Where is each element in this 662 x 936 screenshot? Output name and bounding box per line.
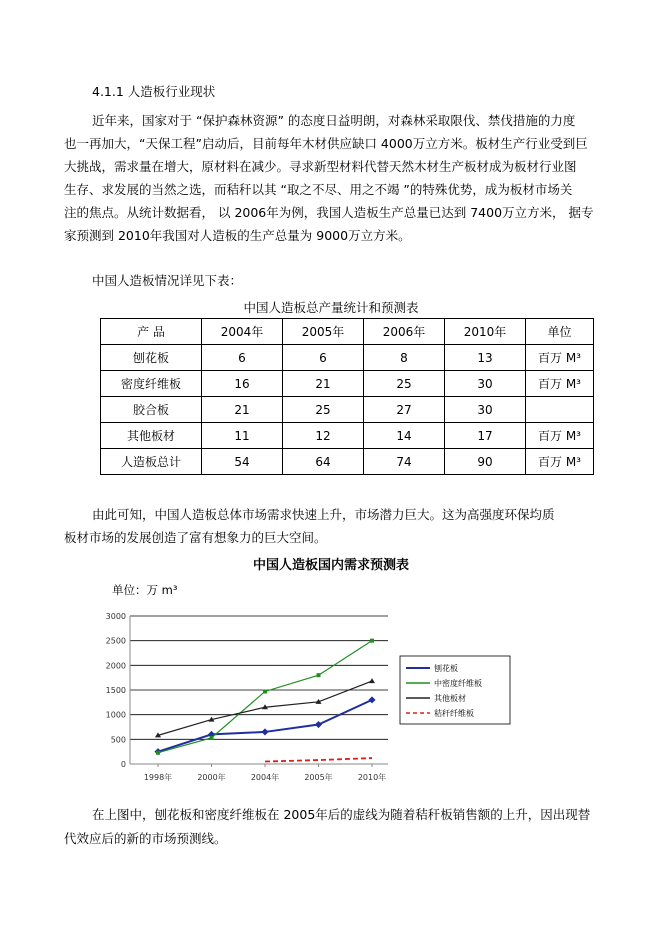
data-point [317,673,321,677]
header-cell: 2005年 [283,319,364,345]
y-tick-label: 0 [120,760,126,769]
legend-label: 中密度纤维板 [434,679,482,688]
y-tick-label: 2000 [105,661,126,671]
series-line [158,641,372,753]
paragraph-market-potential-cont: 板材市场的发展创造了富有想象力的巨大空间。 [64,530,327,545]
table-cell: 25 [364,371,445,397]
header-cell: 2006年 [364,319,445,345]
y-tick-label: 1500 [105,686,126,695]
chart-title: 中国人造板国内需求预测表 [252,558,409,573]
table-cell: 74 [364,449,445,475]
x-tick-label: 2010年 [357,773,387,782]
paragraph-market-potential: 由此可知，中国人造板总体市场需求快速上升，市场潜力巨大。这为高强度环保均质 [92,507,555,522]
y-axis-label: 单位：万 m³ [112,583,178,597]
table-cell: 其他板材 [101,423,202,449]
legend-label: 秸秆纤维板 [434,709,474,718]
paragraph-line: 大挑战，需求量在增大，原材料在减少。寻求新型材料代替天然木材生产板材成为板材行业图 [64,159,577,174]
table-cell: 90 [445,449,526,475]
table-cell: 胶合板 [101,397,202,423]
table-cell: 8 [364,345,445,371]
paragraph-chart-note-cont: 代效应后的新的市场预测线。 [64,831,227,846]
series-line [265,758,372,761]
data-point [156,751,160,755]
data-point [263,689,267,693]
header-cell: 单位 [526,319,594,345]
table-header-row [101,319,594,345]
table-cell: 密度纤维板 [101,371,202,397]
y-tick-label: 500 [110,735,126,745]
header-cell: 2010年 [445,319,526,345]
table-cell: 6 [283,345,364,371]
legend-label: 其他板材 [434,694,466,703]
table-row [101,449,594,475]
x-tick-label: 2005年 [304,773,333,782]
table-intro: 中国人造板情况详见下表： [92,273,243,288]
demand-forecast-chart [96,578,516,788]
table-cell: 17 [445,423,526,449]
paragraph-line: 生存、求发展的当然之选，而秸秆以其 “取之不尽、用之不竭 ”的特殊优势，成为板材市场关 [64,182,573,197]
table-cell: 64 [283,449,364,475]
table-cell: 11 [202,423,283,449]
x-tick-label: 2004年 [250,773,280,782]
table-cell: 刨花板 [101,345,202,371]
section-heading: 4.1.1 人造板行业现状 [92,84,216,99]
table-cell [526,397,594,423]
data-point [370,639,374,643]
y-tick-label: 2500 [105,636,126,646]
header-cell: 产 品 [101,319,202,345]
y-tick-label: 1000 [105,710,126,720]
table-cell: 6 [202,345,283,371]
table-cell: 14 [364,423,445,449]
table-cell: 21 [202,397,283,423]
paragraph-line: 注的焦点。从统计数据看， 以 2006年为例，我国人造板生产总量已达到 7400万立方米， 据专 [64,205,594,220]
production-table [100,318,594,475]
legend-label: 刨花板 [434,664,458,673]
paragraph-line: 也一再加大，“天保工程”启动后，目前每年木材供应缺口 4000万立方米。板材生产行业受到巨 [64,136,588,151]
table-cell: 13 [445,345,526,371]
table-cell: 27 [364,397,445,423]
table-cell: 百万 M³ [526,345,594,371]
table-cell: 百万 M³ [526,371,594,397]
table-row [101,345,594,371]
data-point [369,678,375,683]
data-point [210,736,214,740]
table-cell: 30 [445,397,526,423]
x-tick-label: 2000年 [197,773,226,782]
table-cell: 百万 M³ [526,423,594,449]
table-cell: 30 [445,371,526,397]
table-cell: 54 [202,449,283,475]
data-point [261,728,268,735]
header-cell: 2004年 [202,319,283,345]
table-cell: 16 [202,371,283,397]
table-row [101,371,594,397]
paragraph-line: 家预测到 2010年我国对人造板的生产总量为 9000万立方米。 [64,228,411,243]
table-cell: 21 [283,371,364,397]
table-caption: 中国人造板总产量统计和预测表 [243,300,419,315]
paragraph-chart-note: 在上图中，刨花板和密度纤维板在 2005年后的虚线为随着秸秆板销售额的上升，因出现替 [92,807,591,822]
x-tick-label: 1998年 [143,773,173,782]
paragraph-line: 近年来，国家对于 “保护森林资源” 的态度日益明朗，对森林采取限伐、禁伐措施的力度 [92,113,576,128]
table-cell: 25 [283,397,364,423]
y-tick-label: 3000 [105,612,126,621]
data-point [368,696,375,703]
table-cell: 12 [283,423,364,449]
data-point [315,721,322,728]
paragraph-industry-status [64,109,604,247]
table-row [101,397,594,423]
table-cell: 百万 M³ [526,449,594,475]
table-row [101,423,594,449]
table-cell: 人造板总计 [101,449,202,475]
